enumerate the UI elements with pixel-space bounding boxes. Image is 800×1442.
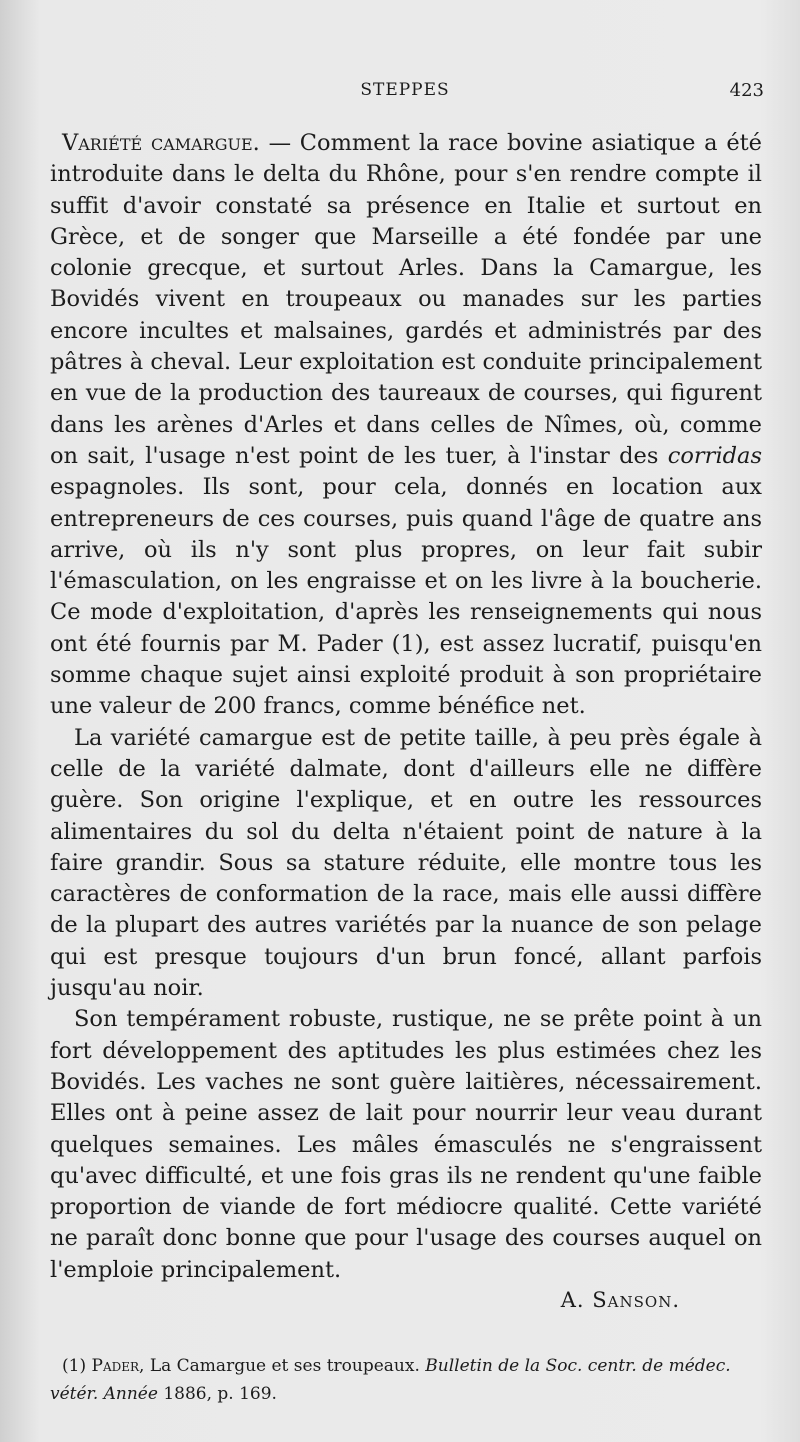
paragraph-1-text: — Comment la race bovine asiatique a été introduite dans le delta du Rhône, pour s'en rendre compte il suffit d'avoir constaté sa présence en Italie et surtout en Grèce, et de songer que Marseille a été fondée par une colonie grecque, et surtout Arles. Dans la Camargue, les Bovidés vivent en troupeaux ou manades sur les parties encore incultes et malsaines, gardés et administrés par des pâtres à cheval. Leur exploitation est conduite principalement en vue de la production des taureaux de courses, qui figurent dans les arènes d'Arles et dans celles de Nîmes, où, comme on sait, l'usage n'est point de les tuer, à l'instar des bbox=[50, 130, 762, 469]
running-title: STEPPES bbox=[360, 80, 450, 100]
page-number: 423 bbox=[729, 80, 764, 101]
footnote-marker: (1) bbox=[62, 1356, 87, 1376]
paragraph-1-text-after: espagnoles. Ils sont, pour cela, donnés en location aux entrepreneurs de ces courses, puis quand l'âge de quatre ans arrive, où ils n'y sont plus propres, on leur fait subir l'émasculation, on les engraisse et on les livre à la boucherie. Ce mode d'exploitation, d'après les renseignements qui nous ont été fournis par M. Pader (1), est assez lucratif, puisqu'en somme chaque sujet ainsi exploité produit à son propriétaire une valeur de 200 francs, comme bénéfice net. bbox=[50, 474, 762, 720]
paragraph-temperament: Son tempérament robuste, rustique, ne se prête point à un fort développement des aptitudes les plus estimées chez les Bovidés. Les vaches ne sont guère laitières, nécessairement. Elles ont à peine assez de lait pour nourrir leur veau durant quelques semaines. Les mâles émasculés ne s'engraissent qu'avec difficulté, et une fois gras ils ne rendent qu'une faible proportion de viande de fort médiocre qualité. Cette variété ne paraît donc bonne que pour l'usage des courses auquel on l'emploie principalement. bbox=[50, 1006, 762, 1283]
paragraph-variete-camargue bbox=[50, 128, 762, 723]
author-signature: A. Sanson. bbox=[560, 1288, 680, 1312]
body-text bbox=[50, 128, 762, 1286]
footnote-author: Pader, bbox=[91, 1356, 145, 1376]
footnote-title: La Camargue et ses troupeaux. bbox=[144, 1356, 426, 1376]
footnote-citation: 1886, p. 169. bbox=[157, 1384, 277, 1404]
section-lead: Variété camargue. bbox=[62, 130, 260, 156]
footnote bbox=[50, 1352, 762, 1408]
paragraph-taille: La variété camargue est de petite taille, à peu près égale à celle de la variété dalmate, dont d'ailleurs elle ne diffère guère. Son origine l'explique, et en outre les ressources alimentaires du sol du delta n'étaient point de nature à la faire grandir. Sous sa stature réduite, elle montre tous les caractères de conformation de la race, mais elle aussi diffère de la plupart des autres variétés par la nuance de son pelage qui est presque toujours d'un brun foncé, allant parfois jusqu'au noir. bbox=[50, 724, 762, 1002]
running-head bbox=[46, 76, 764, 106]
italic-term: corridas bbox=[667, 442, 762, 469]
footnote-journal: Bulletin de la Soc. centr. de médec. vétér. Année bbox=[50, 1356, 731, 1404]
